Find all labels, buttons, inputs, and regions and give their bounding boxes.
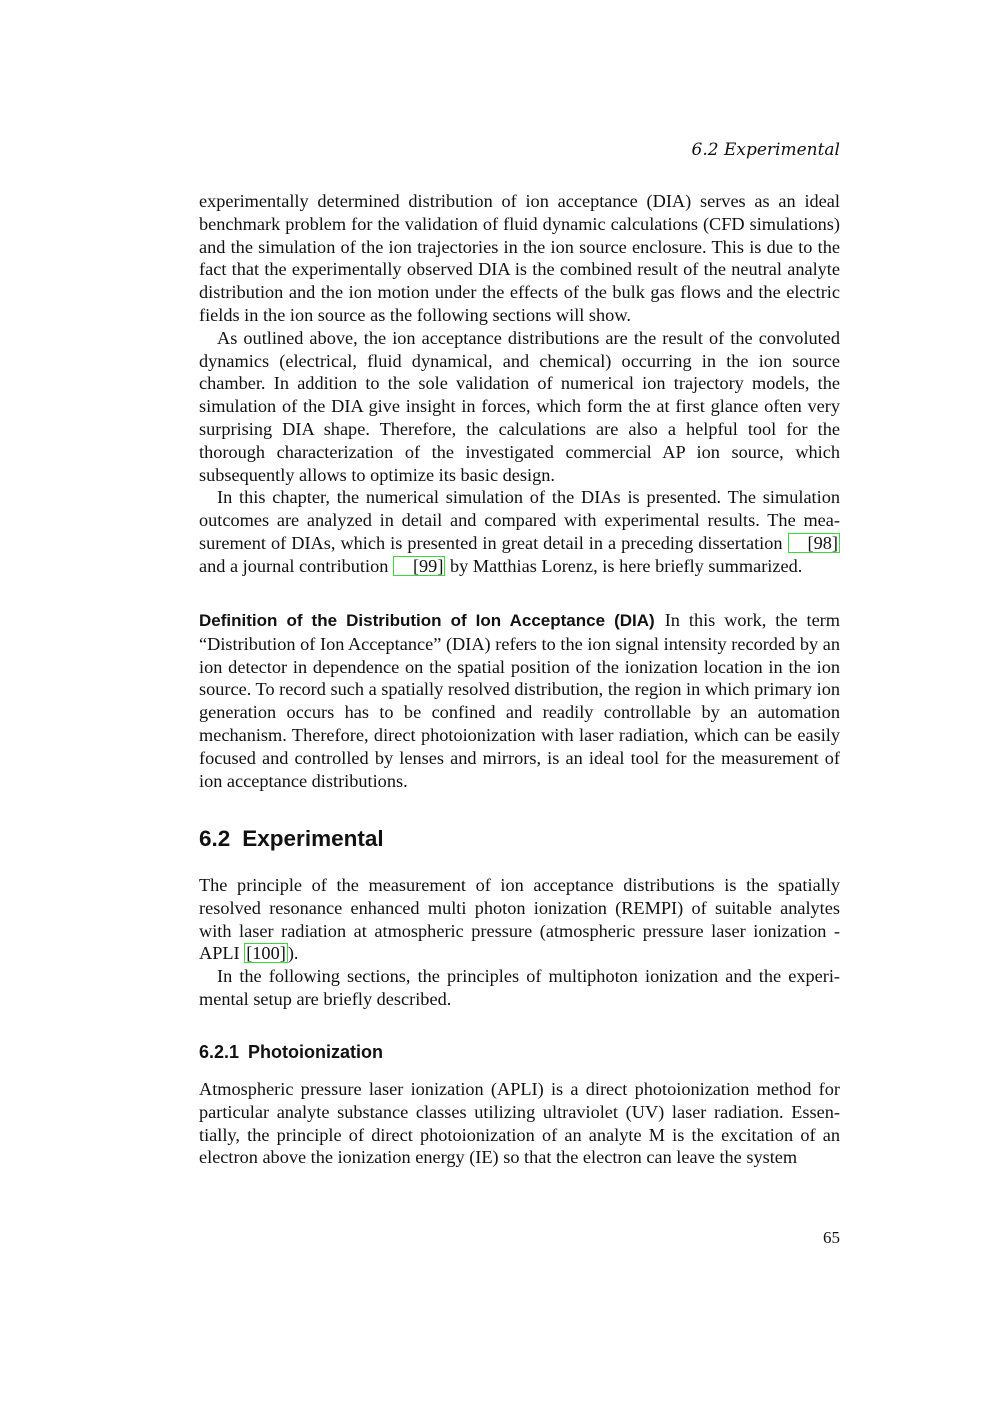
page-number: 65: [823, 1228, 840, 1247]
section-title: Experimental: [242, 826, 384, 851]
definition-block: [199, 609, 840, 792]
citation-link-98[interactable]: [98]: [788, 533, 840, 553]
paragraph-3-text-b: and a journal contribution: [199, 555, 389, 576]
definition-text: In this work, the term “Distribution of Ion Acceptance” (DIA) refers to the ion signal intensity recorded by an ion detector in dependence on the spatial position of the ionization location in the ion source. To record such a spatially resolved distribution, the region in which primary ion generation occurs has to be confined and readily controllable by an automation mechanism. Therefore, direct photoionization with laser radiation, which can be easily focused and controlled by lenses and mirrors, is an ideal tool for the measurement of ion acceptance distributions.: [199, 610, 840, 791]
section-paragraph-1-text-a: The principle of the measurement of ion acceptance distributions is the spatially resolved resonance enhanced multi photon ionization (REMPI) of suitable analytes with laser radiation at atmospheric pressure (atmospheric pressure laser ionization - APLI: [199, 875, 840, 964]
subsection-paragraph-1: Atmospheric pressure laser ionization (APLI) is a direct photoionization method for particular analyte substance classes utilizing ultraviolet (UV) laser radiation. Essentially, the principle of direct photoionization of an analyte M is the excitation of an electron above the ionization energy (IE) so that the electron can leave the system: [199, 1079, 840, 1168]
section-text: [199, 874, 840, 1011]
definition-paragraph: [199, 609, 840, 792]
section-paragraph-1: [199, 874, 840, 965]
paragraph-2: As outlined above, the ion acceptance distributions are the result of the convoluted dynamics (electrical, fluid dynamical, and chemical) occurring in the ion source chamber. In addition to the sole validation of numerical ion trajectory models, the simulation of the DIA give insight in forces, which form the at first glance often very surprising DIA shape. Therefore, the calculations are also a helpful tool for the thorough characterization of the investigated commercial AP ion source, which subsequently allows to optimize its basic design.: [199, 327, 840, 485]
section-paragraph-1-text-b: ).: [287, 943, 299, 964]
subsection-number: 6.2.1: [199, 1042, 240, 1062]
section-paragraph-2: In the following sections, the principles of multiphoton ionization and the experimental setup are briefly described.: [199, 966, 840, 1009]
paragraph-3: [199, 486, 840, 577]
subsection-heading: [199, 1042, 383, 1063]
paragraph-1: experimentally determined distribution of ion acceptance (DIA) serves as an ideal benchmark problem for the validation of fluid dynamic calculations (CFD simulations) and the simulation of the ion trajectories in the ion source enclosure. This is due to the fact that the experimentally observed DIA is the combined result of the neutral analyte distribution and the ion motion under the effects of the bulk gas flows and the electric fields in the ion source as the following sections will show.: [199, 191, 840, 325]
section-heading: [199, 826, 384, 852]
paragraph-3-text-a: In this chapter, the numerical simulation of the DIAs is presented. The simulation outcomes are analyzed in detail and compared with experimental results. The measurement of DIAs, which is presented in great detail in a preceding dissertation: [199, 487, 840, 553]
citation-link-99[interactable]: [99]: [393, 556, 445, 576]
definition-heading: Definition of the Distribution of Ion Acceptance (DIA): [199, 611, 655, 630]
paragraph-3-text-c: by Matthias Lorenz, is here briefly summarized.: [450, 555, 803, 576]
running-header: 6.2 Experimental: [691, 140, 840, 160]
section-number: 6.2: [199, 826, 231, 851]
subsection-title: Photoionization: [248, 1042, 384, 1062]
intro-text: [199, 190, 840, 578]
citation-link-100[interactable]: [100]: [246, 943, 286, 964]
subsection-text: [199, 1078, 840, 1169]
